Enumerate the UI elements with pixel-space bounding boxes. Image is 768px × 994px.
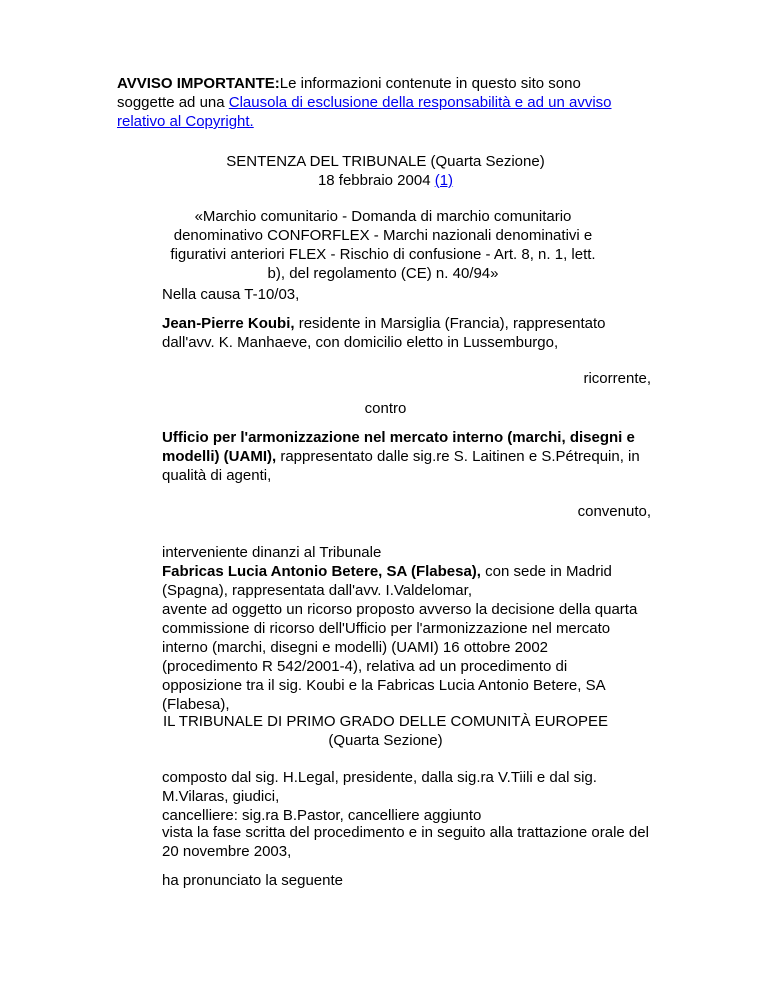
important-notice [117,74,637,131]
procedure-paragraph: vista la fase scritta del procedimento e in seguito alla trattazione orale del 20 novembre 2003, [162,824,649,860]
footnote-link[interactable]: (1) [434,172,454,189]
notice-text: Le informazioni contenute in questo sito sono soggette ad una [117,75,581,111]
judgment-title: SENTENZA DEL TRIBUNALE (Quarta Sezione) [226,153,545,170]
notice-label: AVVISO IMPORTANTE: [117,75,280,92]
contro-label: contro [364,400,407,417]
intervener-name: Fabricas Lucia Antonio Betere, SA (Flabesa), [162,563,481,580]
defendant-name: Ufficio per l'armonizzazione nel mercato interno (marchi, disegni e modelli) (UAMI), [162,429,635,465]
closing-line: ha pronunciato la seguente [162,872,343,889]
intervener-intro: interveniente dinanzi al Tribunale [162,544,382,561]
court-name: IL TRIBUNALE DI PRIMO GRADO DELLE COMUNITÀ EUROPEE [162,713,609,730]
judgment-subject [160,207,606,283]
intervener-paragraph [162,543,644,714]
applicant-role: ricorrente, [583,370,651,387]
case-number: Nella causa T-10/03, [162,286,300,303]
defendant-details: rappresentato dalle sig.re S. Laitinen e S.Pétrequin, in qualità di agenti, [162,448,640,484]
disclaimer-link[interactable]: Clausola di esclusione della responsabilità e ad un avviso relativo al Copyright. [117,94,612,130]
composition-paragraph [162,768,636,825]
court-heading [117,712,654,750]
intervener-object: avente ad oggetto un ricorso proposto avverso la decisione della quarta commissione di ricorso dell'Ufficio per l'armonizzazione nel mercato interno (marchi, disegni e modelli) (UAMI) 16 ottobre 2002 (procedimento R 542/2001-4), relativa ad un procedimento di opposizione tra il sig. Koubi e la Fabricas Lucia Antonio Betere, SA (Flabesa), [162,601,638,713]
applicant-name: Jean-Pierre Koubi, [162,315,295,332]
defendant-role: convenuto, [577,503,651,520]
applicant-paragraph [162,314,646,352]
judgment-date: 18 febbraio 2004 [317,172,435,189]
defendant-paragraph [162,428,656,485]
judgment-heading [117,152,654,190]
court-section: (Quarta Sezione) [328,732,443,749]
subject-text: «Marchio comunitario - Domanda di marchio comunitario denominativo CONFORFLEX - Marchi nazionali denominativi e figurativi anteriori FLEX - Rischio di confusione - Art. 8, n. 1, lett. b), del regolamento (CE) n. 40/94» [170,208,596,282]
composition-registrar: cancelliere: sig.ra B.Pastor, cancelliere aggiunto [162,807,482,824]
applicant-details: residente in Marsiglia (Francia), rappresentato dall'avv. K. Manhaeve, con domicilio eletto in Lussemburgo, [162,315,606,351]
intervener-details: con sede in Madrid (Spagna), rappresentata dall'avv. I.Valdelomar, [162,563,612,599]
composition-judges: composto dal sig. H.Legal, presidente, dalla sig.ra V.Tiili e dal sig. M.Vilaras, giudici, [162,769,597,805]
